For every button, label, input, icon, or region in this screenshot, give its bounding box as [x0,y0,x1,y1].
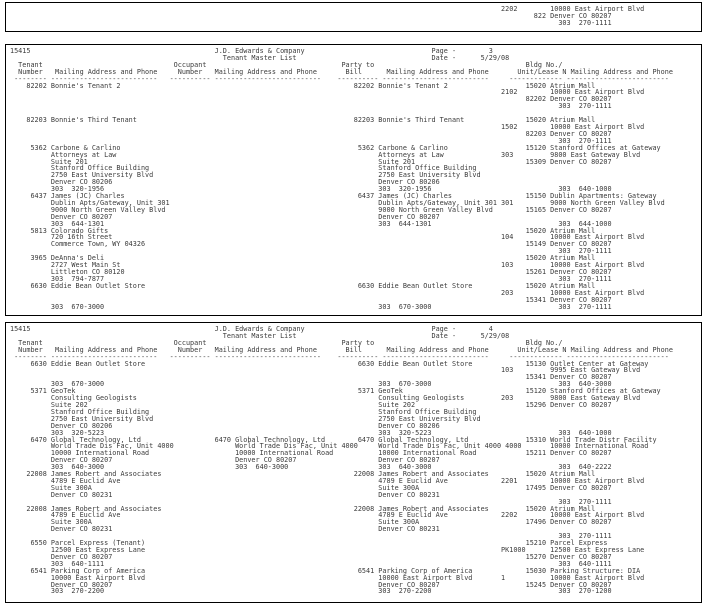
page2-fragment-text: 2202 10000 East Airport Blvd 822 Denver CO 80207 303 270-1111 [501,5,645,27]
report-page-3-text: 15415 J.D. Edwards & Company Page - 3 Tenant Master List Date - 5/29/08 Tenant Occupant Party to Bldg No./ Number Mailing Address and Phone Number Mailing Address and Phone Bill Mailing Address and Phone Unit/Lease N Mailing Address and Phone -------- -------------------------- ---------- -------------------------- ---------- -------------------------- ------------- ------------------------- 82202 Bonnie's Tenant 2 82202 Bonnie's Tenant 2 15020 Atrium Mall 2102 10000 East Airport Blvd 82202 Denver CO 80207 303 270-1111 82203 Bonnie's Third Tenant 82203 Bonnie's Third Tenant 15020 Atrium Mall 1502 10000 East Airport Blvd 82203 Denver CO 80207 303 270-1111 5362 Carbone & Carlino 5362 Carbone & Carlino 15120 Stanford Offices at Gateway Attorneys at Law Attorneys at Law 303 9800 East Gateway Blvd Suite 201 Suite 201 15309 Denver CO 80207 Stanford Office Building Stanford Office Building 2750 East University Blvd 2750 East University Blvd Denver CO 80206 Denver CO 80206 303 320-1956 303 320-1956 303 640-1000 6437 James (JC) Charles 6437 James (JC) Charles 15150 Dublin Apartments: Gateway Dublin Apts/Gateway, Unit 301 Dublin Apts/Gateway, Unit 301 301 9000 North Green Valley Blvd 9000 North Green Valley Blvd 9000 North Green Valley Blvd 15165 Denver CO 80207 Denver CO 80207 Denver CO 80207 303 644-1301 303 644-1301 303 644-1000 5813 Colorado Gifts 15020 Atrium Mall 720 16th Street 104 10000 East Airport Blvd Commerce Town, WY 04326 15149 Denver CO 80207 303 270-1111 3965 DeAnna's Deli 15020 Atrium Mall 2727 West Main St 103 10000 East Airport Blvd Littleton CO 80120 15261 Denver CO 80207 303 794-7877 303 270-1111 6630 Eddie Bean Outlet Store 6630 Eddie Bean Outlet Store 15020 Atrium Mall 203 10000 East Airport Blvd 15341 Denver CO 80207 303 670-3000 303 670-3000 303 270-1111 [10,47,673,311]
report-page-3 [5,44,702,316]
page2-bottom-fragment [5,2,702,32]
report-page-4-text: 15415 J.D. Edwards & Company Page - 4 Tenant Master List Date - 5/29/08 Tenant Occupant Party to Bldg No./ Number Mailing Address and Phone Number Mailing Address and Phone Bill Mailing Address and Phone Unit/Lease N Mailing Address and Phone -------- -------------------------- ---------- -------------------------- ---------- -------------------------- ------------- ------------------------- 6630 Eddie Bean Outlet Store 6630 Eddie Bean Outlet Store 15130 Outlet Center at Gateway 103 9995 East Gateway Blvd 15341 Denver CO 80207 303 670-3000 303 670-3000 303 640-3000 5371 GeoTek 5371 GeoTek 15120 Stanford Offices at Gateway Consulting Geologists Consulting Geologists 203 9800 East Gateway Blvd Suite 202 Suite 202 15296 Denver CO 80207 Stanford Office Building Stanford Office Building 2750 East University Blvd 2750 East University Blvd Denver CO 80206 Denver CO 80206 303 320-5223 303 320-5223 303 640-1000 6470 Global Technology, Ltd 6470 Global Technology, Ltd 6470 Global Technology, Ltd 15310 World Trade Distr Facility World Trade Dis Fac, Unit 4000 World Trade Dis Fac, Unit 4000 World Trade Dis Fac, Unit 4000 4000 10000 International Road 10000 International Road 10000 International Road 10000 International Road 15211 Denver CO 80207 Denver CO 80207 Denver CO 80207 Denver CO 80207 303 640-3000 303 640-3000 303 640-3000 303 640-2222 22008 James Robert and Associates 22008 James Robert and Associates 15020 Atrium Mall 4789 E Euclid Ave 4789 E Euclid Ave 2201 10000 East Airport Blvd Suite 300A Suite 300A 17495 Denver CO 80207 Denver CO 80231 Denver CO 80231 303 270-1111 22008 James Robert and Associates 22008 James Robert and Associates 15020 Atrium Mall 4789 E Euclid Ave 4789 E Euclid Ave 2202 10000 East Airport Blvd Suite 300A Suite 300A 17496 Denver CO 80207 Denver CO 80231 Denver CO 80231 303 270-1111 6550 Parcel Express (Tenant) 15210 Parcel Express 12500 East Express Lane PK1000 12500 East Express Lane Denver CO 80207 15270 Denver CO 80207 303 640-1111 303 640-1111 6541 Parking Corp of America 6541 Parking Corp of America 15030 Parking Structure: DIA 10000 East Airport Blvd 10000 East Airport Blvd 1 10000 East Airport Blvd Denver CO 80207 Denver CO 80207 15245 Denver CO 80207 303 270-2200 303 270-2200 303 270-1200 [10,325,673,596]
report-page-4 [5,322,702,603]
